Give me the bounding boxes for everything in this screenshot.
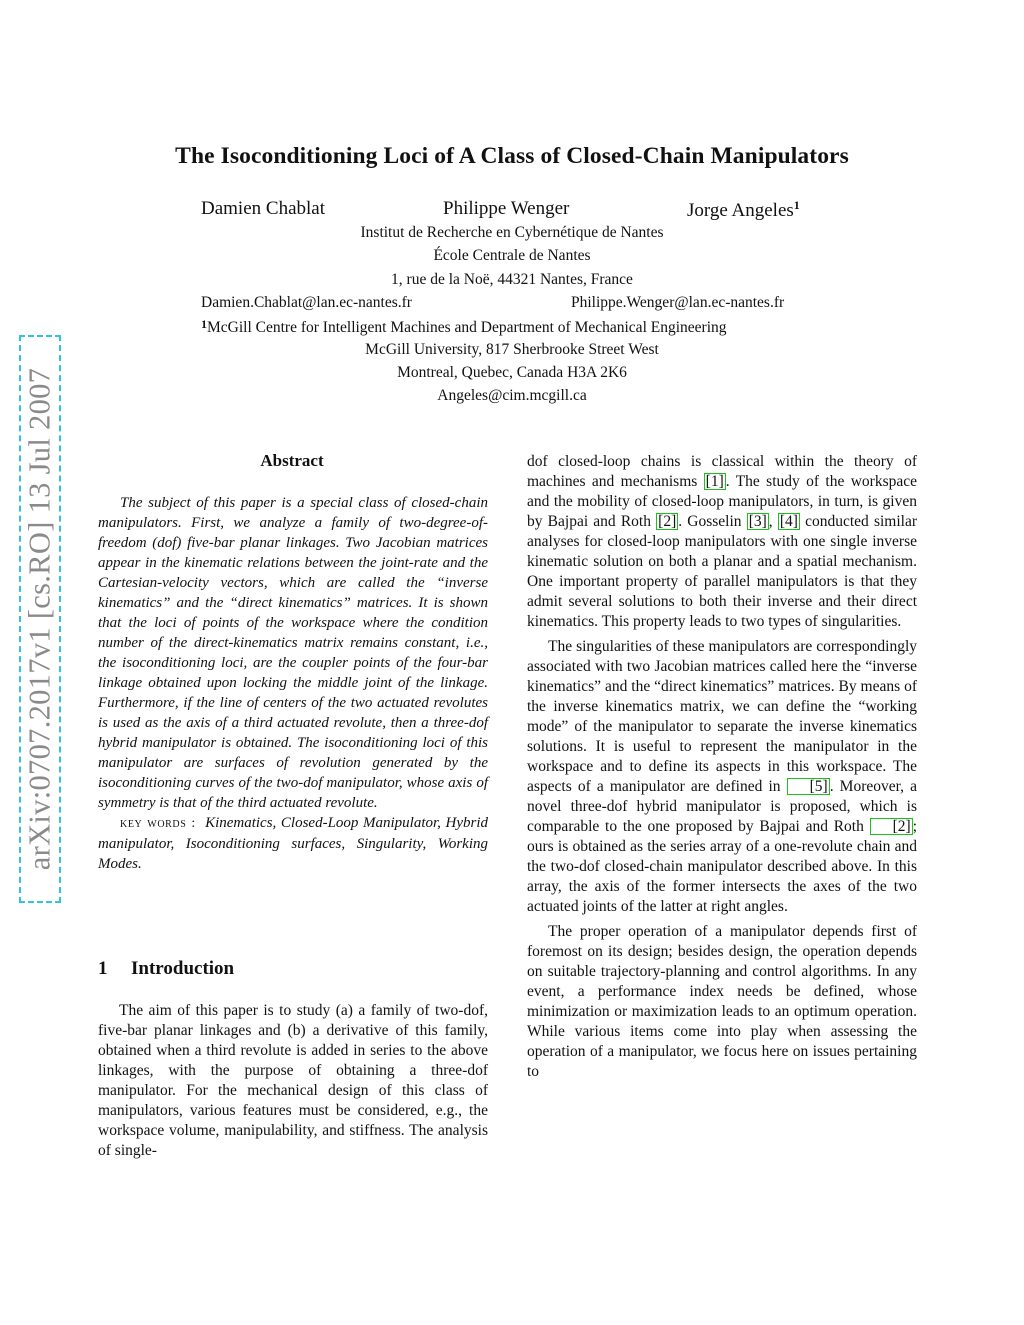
email-chablat[interactable]: Damien.Chablat@lan.ec-nantes.fr [201,294,412,311]
citation-link[interactable]: [2] [870,818,913,835]
citation-link[interactable]: [3] [748,513,767,530]
affiliation-institute: Institut de Recherche en Cybernétique de Nantes [360,224,664,241]
author-wenger: Philippe Wenger [443,198,570,219]
abstract-body [98,493,488,874]
author-angeles: Jorge Angeles$^1$ [687,198,800,221]
citation-link[interactable]: [5] [787,778,830,795]
email-wenger[interactable]: Philippe.Wenger@lan.ec-nantes.fr [571,294,785,311]
keywords [98,813,488,874]
citation-link[interactable]: [4] [779,513,798,530]
abstract-heading: Abstract [260,451,324,470]
section-title: Introduction [131,958,235,979]
keywords-label: key words : [120,816,196,831]
author-chablat: Damien Chablat [201,198,325,219]
abstract-text: The subject of this paper is a special class of closed-chain manipulators. First, we analyze a family of two-degree-of-freedom (dof) five-bar planar linkages. Two Jacobian matrices appear in the kinematic relations between the joint-rate and the Cartesian-velocity vectors, which are called the “inverse kinematics” and the “direct kinematics” matrices. It is shown that the loci of points of the workspace where the condition number of the direct-kinematics matrix remains constant, i.e., the isoconditioning loci, are the coupler points of the four-bar linkage obtained upon locking the middle joint of the linkage. Furthermore, if the line of centers of the two actuated revolutes is used as the axis of a third actuated revolute, then a three-dof hybrid manipulator is obtained. The isoconditioning loci of this manipulator are surfaces of revolution generated by the isoconditioning curves of the two-dof manipulator, whose axis of symmetry is that of the third actuated revolute. [98,495,488,811]
affiliation-address: 1, rue de la Noë, 44321 Nantes, France [391,271,633,288]
affiliation-mcgill-address: McGill University, 817 Sherbrooke Street West [365,341,659,358]
arxiv-side-stamp [19,335,61,903]
citation-link[interactable]: [1] [705,473,724,490]
citation-link[interactable]: [2] [658,513,677,530]
affiliation-mcgill-city: Montreal, Quebec, Canada H3A 2K6 [397,364,627,381]
section-heading [98,958,234,980]
affiliation-mark: 1 [201,317,207,331]
paper-title: The Isoconditioning Loci of A Class of Closed-Chain Manipulators [175,143,849,169]
keywords-list: Kinematics, Closed-Loop Manipulator, Hybrid manipulator, Isoconditioning surfaces, Singularity, Working Modes. [98,815,489,872]
intro-paragraph-3: The singularities of these manipulators are correspondingly associated with two Jacobian matrices called here the “inverse kinematics” and the “direct kinematics” matrices. By means of the inverse kinematics matrix, we can define the “working mode” of the manipulator to separate the inverse kinematics solutions. It is useful to represent the manipulator in the workspace and to define its aspects in this workspace. The aspects of a manipulator are defined in [5] . Moreover, a novel three-dof hybrid manipulator is proposed, which is comparable to the one proposed by Bajpai and Roth [2] ; ours is obtained as the series array of a one-revolute chain and the two-dof closed-chain manipulator described above. In this array, the axis of the former intersects the axes of the two actuated joints of the latter at right angles. [527,638,918,915]
intro-paragraph-1: The aim of this paper is to study (a) a family of two-dof, five-bar planar linkages and (b) a derivative of this family, obtained when a third revolute is added in series to the above linkages, with the purpose of obtaining a three-dof manipulator. For the mechanical design of this class of manipulators, various features must be considered, e.g., the workspace volume, manipulability, and stiffness. The analysis of single- [98,1002,488,1159]
affiliation-mark: 1 [793,198,800,212]
affiliation-mcgill: $^1$McGill Centre for Intelligent Machines and Department of Mechanical Engineering [201,317,727,336]
right-column [527,452,917,1082]
section-number: 1 [98,958,108,979]
affiliation-school: École Centrale de Nantes [433,247,591,264]
arxiv-identifier: arXiv:0707.2017v1 [cs.RO] 13 Jul 2007 [22,367,57,871]
left-column [98,1001,488,1161]
email-angeles[interactable]: Angeles@cim.mcgill.ca [437,387,587,404]
intro-paragraph-4: The proper operation of a manipulator depends first of foremost on its design; besides design, the operation depends on suitable trajectory-planning and control algorithms. In any event, a performance index needs be defined, whose minimization or maximization leads to an optimum operation. While various items come into play when assessing the operation of a manipulator, we focus here on issues pertaining to [527,923,917,1080]
intro-paragraph-2: dof closed-loop chains is classical within the theory of machines and mechanisms [1] . The study of the workspace and the mobility of closed-loop manipulators, in turn, is given by Bajpai and Roth [2] . Gosselin [3] , [4] conducted similar analyses for closed-loop manipulators with one single inverse kinematic solution on both a planar and a spatial mechanism. One important property of parallel manipulators is that they admit several solutions to both their inverse and their direct kinematics. This property leads to two types of singularities. [527,453,918,630]
